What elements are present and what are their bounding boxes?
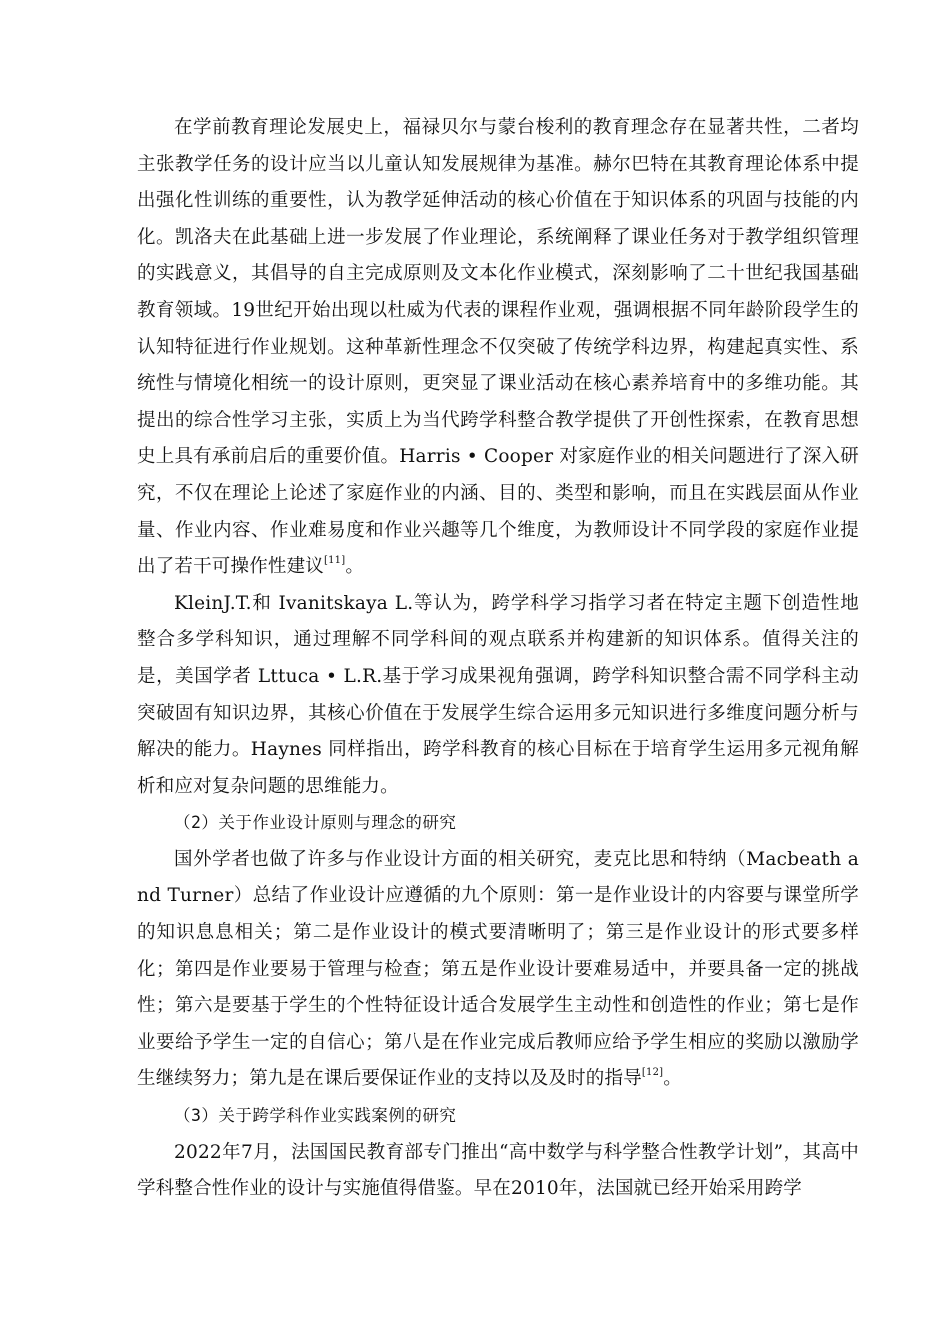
paragraph-theory-history (137, 110, 859, 586)
paragraph-text: 在学前教育理论发展史上，福禄贝尔与蒙台梭利的教育理念存在显著共性，二者均主张教学任务的设计应当以儿童认知发展规律为基准。赫尔巴特在其教育理论体系中提出强化性训练的重要性，认为教学延伸活动的核心价值在于知识体系的巩固与技能的内化。凯洛夫在此基础上进一步发展了作业理论，系统阐释了课业任务对于教学组织管理的实践意义，其倡导的自主完成原则及文本化作业模式，深刻影响了二十世纪我国基础教育领域。19世纪开始出现以杜威为代表的课程作业观，强调根据不同年龄阶段学生的认知特征进行作业规划。这种革新性理念不仅突破了传统学科边界，构建起真实性、系统性与情境化相统一的设计原则，更突显了课业活动在核心素养培育中的多维功能。其提出的综合性学习主张，实质上为当代跨学科整合教学提供了开创性探索，在教育思想史上具有承前启后的重要价值。Harris • Cooper 对家庭作业的相关问题进行了深入研究，不仅在理论上论述了家庭作业的内涵、目的、类型和影响，而且在实践层面从作业量、作业内容、作业难易度和作业兴趣等几个维度，为教师设计不同学段的家庭作业提出了若干可操作性建议 (137, 117, 859, 578)
paragraph-tail: 。 (663, 1068, 682, 1090)
paragraph-france-case (137, 1135, 859, 1208)
paragraph-interdisciplinary-learning (137, 586, 859, 806)
section-heading-design-principles: （2）关于作业设计原则与理念的研究 (174, 813, 457, 833)
citation-ref: [11] (324, 554, 346, 566)
paragraph-text: 2022年7月，法国国民教育部专门推出“高中数学与科学整合性教学计划”，其高中学科整合性作业的设计与实施值得借鉴。早在2010年，法国就已经开始采用跨学 (137, 1141, 859, 1200)
paragraph-text: 国外学者也做了许多与作业设计方面的相关研究，麦克比思和特纳（Macbeath and Turner）总结了作业设计应遵循的九个原则：第一是作业设计的内容要与课堂所学的知识息息相关；第二是作业设计的模式要清晰明了；第三是作业设计的形式要多样化；第四是作业要易于管理与检查；第五是作业设计要难易适中，并要具备一定的挑战性；第六是要基于学生的个性特征设计适合发展学生主动性和创造性的作业；第七是作业要给予学生一定的自信心；第八是在作业完成后教师应给予学生相应的奖励以激励学生继续努力；第九是在课后要保证作业的支持以及及时的指导 (137, 848, 859, 1090)
paragraph-text: KleinJ.T.和 Ivanitskaya L.等认为，跨学科学习指学习者在特定主题下创造性地整合多学科知识，通过理解不同学科间的观点联系并构建新的知识体系。值得关注的是，美国学者 Lttuca • L.R.基于学习成果视角强调，跨学科知识整合需不同学科主动突破固有知识边界，其核心价值在于发展学生综合运用多元知识进行多维度问题分析与解决的能力。Haynes 同样指出，跨学科教育的核心目标在于培育学生运用多元视角解析和应对复杂问题的思维能力。 (137, 592, 859, 797)
section-heading-practice-cases: （3）关于跨学科作业实践案例的研究 (174, 1106, 457, 1126)
document-body (137, 110, 859, 1208)
paragraph-tail: 。 (345, 556, 365, 578)
citation-ref: [12] (641, 1067, 664, 1079)
paragraph-design-principles (137, 842, 859, 1098)
